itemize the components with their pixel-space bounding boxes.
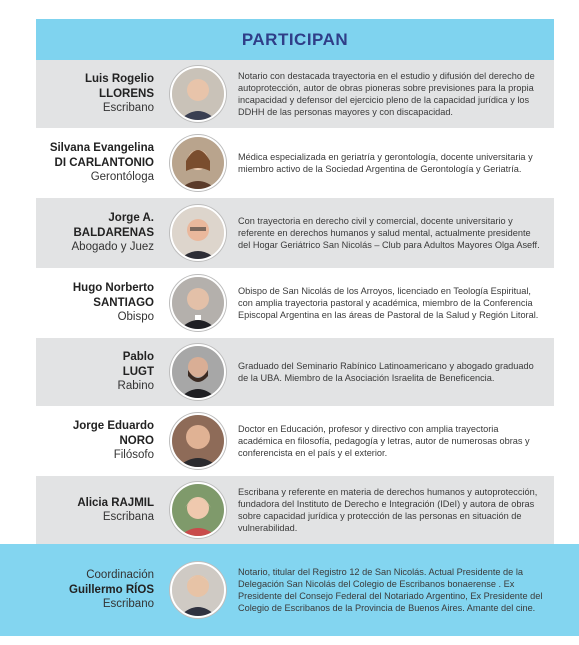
participant-role: Escribana <box>102 511 154 523</box>
participant-row <box>36 338 554 406</box>
coordinator-photo <box>170 562 226 618</box>
participant-last-name: NORO <box>119 434 154 447</box>
participant-last-name: BALDARENAS <box>73 226 154 239</box>
participant-description: Con trayectoria en derecho civil y comercial, docente universitario y referente en derechos humanos y salud mental, actualmente presidente del Hogar Geriátrico San Nicolás – Club para Adultos Mayores Olga Aseff. <box>238 215 540 251</box>
participant-last-name: LLORENS <box>99 87 154 100</box>
participant-photo <box>170 344 226 400</box>
section-header <box>36 19 554 60</box>
participant-last-name: DI CARLANTONIO <box>54 156 154 169</box>
participant-last-name: LUGT <box>122 365 154 378</box>
participant-description: Obispo de San Nicolás de los Arroyos, licenciado en Teología Espiritual, con amplia trayectoria pastoral y académica, miembro de la Conferencia Episcopal Argentina en las áreas de Pastoral de la Salud y Región Litoral. <box>238 285 539 321</box>
participant-photo <box>170 135 226 191</box>
coordinator-name: Guillermo RÍOS <box>69 583 154 596</box>
participant-photo <box>170 275 226 331</box>
participant-name-block <box>36 419 170 463</box>
participant-row <box>36 268 554 338</box>
participant-name-block <box>36 350 170 394</box>
participant-first-name: Hugo Norberto <box>72 282 154 295</box>
participant-photo <box>170 205 226 261</box>
coordination-row <box>0 544 579 636</box>
participant-description: Médica especializada en geriatría y gerontología, docente universitaria y miembro activo de la Sociedad Argentina de Gerontología y Geriatría. <box>238 151 533 174</box>
participant-first-name: Pablo <box>122 351 154 364</box>
participant-photo <box>170 413 226 469</box>
participant-row <box>36 198 554 268</box>
participant-photo <box>170 482 226 538</box>
participant-role: Obispo <box>117 311 154 324</box>
participant-first-name: Silvana Evangelina <box>49 142 154 155</box>
participant-description: Doctor en Educación, profesor y directivo con amplia trayectoria académica en filosofía, pedagogía y letras, autor de numerosas obras y conferencista en el país y el exterior. <box>238 423 530 459</box>
participant-first-name: Luis Rogelio <box>85 73 154 86</box>
participant-name-block <box>36 211 170 255</box>
coordinator-name-block <box>0 568 170 612</box>
participant-name-block <box>36 72 170 116</box>
participant-first-name: Jorge A. <box>108 212 154 225</box>
participant-name-block <box>36 281 170 325</box>
participant-role: Rabino <box>117 380 154 393</box>
page-footer-space <box>0 636 579 645</box>
participant-description: Notario con destacada trayectoria en el estudio y difusión del derecho de autoprotección, autor de obras pioneras sobre previsiones para la propia incapacidad y defensor del ejercicio pleno de la capacidad jurídica y los DDHH de las personas mayores y con discapacidad. <box>238 70 535 118</box>
participant-full-name: Alicia RAJMIL <box>77 496 154 509</box>
participant-row <box>36 60 554 128</box>
participant-row <box>36 128 554 198</box>
participant-role: Gerontóloga <box>90 171 154 184</box>
participant-row <box>36 406 554 476</box>
participant-description: Escribana y referente en materia de derechos humanos y autoprotección, fundadora del Instituto de Derecho e Integración (IDeI) y autora de obras sobre capacidad jurídica y protección de las personas en situación de vulnerabilidad. <box>238 486 538 534</box>
section-title: PARTICIPAN <box>241 29 349 49</box>
coordinator-role: Escribano <box>102 598 154 611</box>
participant-row <box>36 476 554 544</box>
participant-name-block <box>36 141 170 185</box>
participant-first-name: Jorge Eduardo <box>72 420 154 433</box>
coordination-label: Coordinación <box>86 569 154 582</box>
participant-description: Graduado del Seminario Rabínico Latinoamericano y abogado graduado de la UBA. Miembro de la Asociación Israelita de Beneficencia. <box>238 360 534 383</box>
participant-photo <box>170 66 226 122</box>
participant-last-name: SANTIAGO <box>93 296 154 309</box>
participant-role: Abogado y Juez <box>71 241 154 254</box>
coordinator-description: Notario, titular del Registro 12 de San Nicolás. Actual Presidente de la Delegación San Nicolás del Colegio de Escribanos bonaerense . Ex Presidente del Consejo Federal del Notariado Argentino, Ex Presidente del Colegio de Escribanos de la Provincia de Buenos Aires. Amante del cine. <box>238 566 543 614</box>
participant-role: Filósofo <box>113 449 154 462</box>
participant-name-block <box>36 496 170 525</box>
participant-role: Escribano <box>102 102 154 115</box>
